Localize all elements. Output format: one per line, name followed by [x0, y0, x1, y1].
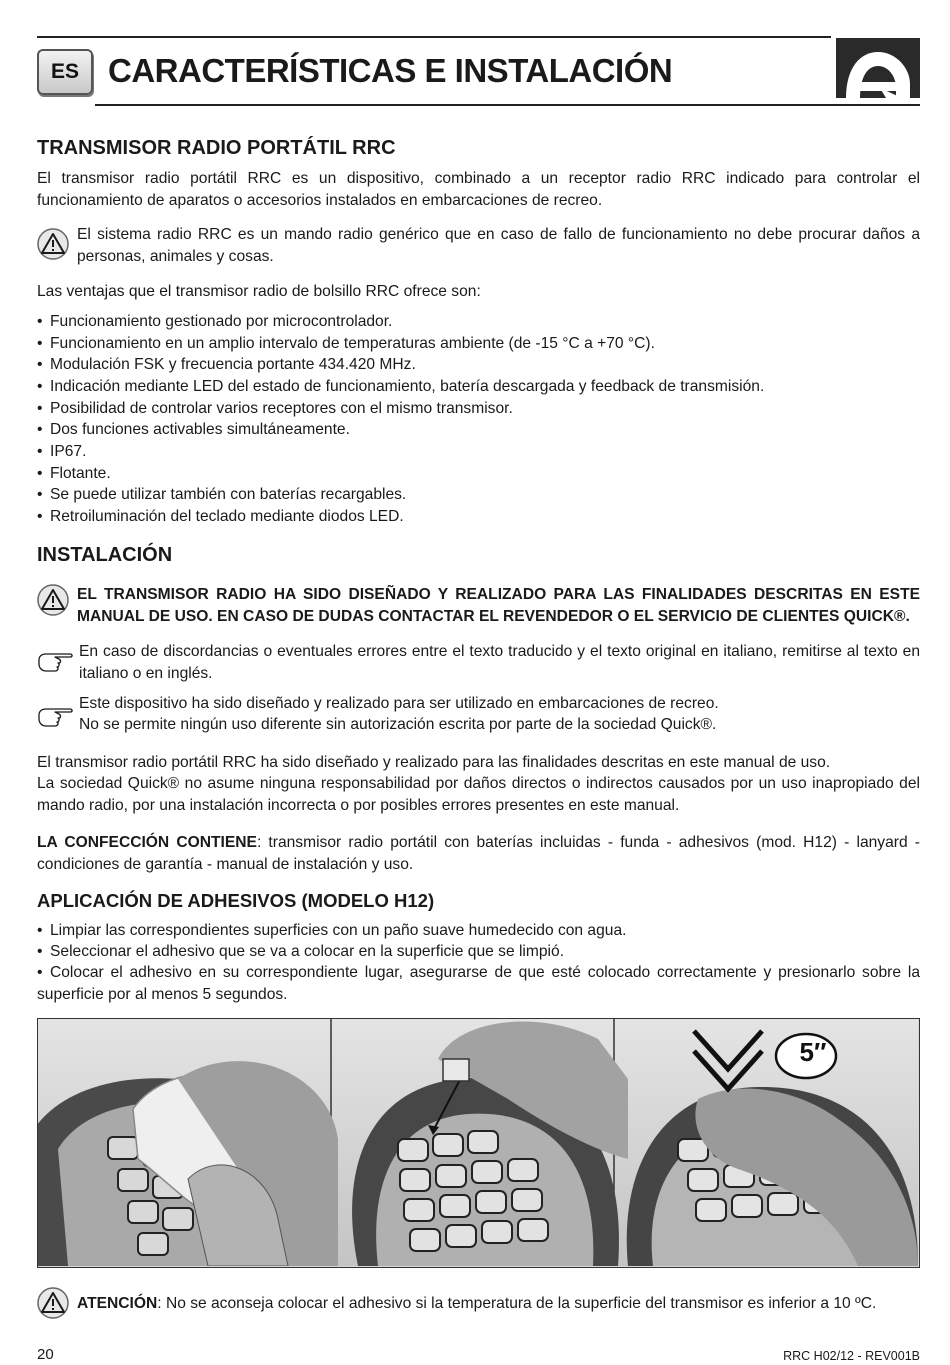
list-item: • Se puede utilizar también con baterías recargables.	[37, 486, 407, 503]
note-translation: En caso de discordancias o eventuales errores entre el texto traducido y el texto original en italiano, remitirse al texto en italiano o en inglés.	[79, 643, 920, 682]
list-item: • Limpiar las correspondientes superficies con un paño suave humedecido con agua.	[37, 922, 627, 939]
package-text: : transmisor radio portátil con baterías incluidas - funda - adhesivos (mod. H12) - lanyard - condiciones de garantía - manual de instalación y uso.	[37, 834, 920, 873]
pointing-hand-icon	[37, 648, 75, 674]
list-item: • Funcionamiento en un amplio intervalo de temperaturas ambiente (de -15 °C a +70 °C).	[37, 335, 655, 352]
page-number: 20	[37, 1346, 54, 1363]
note-usage-line2: No se permite ningún uso diferente sin autorización escrita por parte de la sociedad Quick®.	[79, 716, 717, 733]
list-item: • IP67.	[37, 443, 87, 460]
list-item: • Colocar el adhesivo en su correspondiente lugar, asegurarse de que esté colocado correctamente y presionarlo sobre la superficie por al menos 5 segundos.	[37, 964, 920, 1003]
header-bottom-rule	[95, 104, 920, 106]
attention-note	[77, 1293, 876, 1315]
paragraph-design: El transmisor radio portátil RRC ha sido diseñado y realizado para las finalidades descritas en este manual de uso.	[37, 754, 831, 771]
warning-generic-radio: El sistema radio RRC es un mando radio genérico que en caso de fallo de funcionamiento no debe procurar daños a personas, animales y cosas.	[77, 226, 920, 265]
document-code: RRC H02/12 - REV001B	[783, 1349, 920, 1363]
attention-label: ATENCIÓN	[77, 1295, 158, 1312]
warning-triangle-icon	[37, 228, 69, 260]
list-item: • Posibilidad de controlar varios receptores con el mismo transmisor.	[37, 400, 513, 417]
package-label: LA CONFECCIÓN CONTIENE	[37, 834, 257, 851]
header-top-rule	[37, 36, 831, 38]
panel-clean	[38, 1061, 338, 1266]
warning-triangle-icon	[37, 584, 69, 616]
list-item: • Funcionamiento gestionado por microcontrolador.	[37, 313, 393, 330]
sticker-application-photos	[37, 1018, 920, 1268]
paragraph-liability: La sociedad Quick® no asume ninguna responsabilidad por daños directos o indirectos causados por un uso inapropiado del mando radio, por una instalación incorrecta o por posibles errores presentes en este manual.	[37, 775, 920, 814]
list-item: • Flotante.	[37, 465, 111, 482]
attention-text: : No se aconseja colocar el adhesivo si la temperatura de la superficie del transmisor es inferior a 10 ºC.	[157, 1295, 877, 1312]
list-item: • Seleccionar el adhesivo que se va a colocar en la superficie que se limpió.	[37, 943, 565, 960]
package-contents	[37, 832, 920, 875]
warning-bold-usage: EL TRANSMISOR RADIO HA SIDO DISEÑADO Y REALIZADO PARA LAS FINALIDADES DESCRITAS EN ESTE MANUAL DE USO. EN CASO DE DUDAS CONTACTAR EL REVENDEDOR O EL SERVICIO DE CLIENTES QUICK®.	[77, 586, 920, 625]
press-duration-label: 5″	[799, 1037, 827, 1067]
pointing-hand-icon	[37, 703, 75, 729]
note-usage-line1: Este dispositivo ha sido diseñado y realizado para ser utilizado en embarcaciones de recreo.	[79, 695, 719, 712]
list-item: • Retroiluminación del teclado mediante diodos LED.	[37, 508, 404, 525]
page-title: CARACTERÍSTICAS E INSTALACIÓN	[108, 52, 673, 89]
intro-paragraph: El transmisor radio portátil RRC es un dispositivo, combinado a un receptor radio RRC indicado para controlar el funcionamiento de aparatos o accesorios instalados en embarcaciones de recreo.	[37, 170, 920, 209]
quick-q-logo-icon	[836, 38, 920, 98]
section-heading-instalacion: INSTALACIÓN	[37, 544, 173, 566]
warning-triangle-icon	[37, 1287, 69, 1319]
language-badge: ES	[37, 49, 93, 95]
list-item: • Dos funciones activables simultáneamente.	[37, 421, 350, 438]
list-item: • Indicación mediante LED del estado de funcionamiento, batería descargada y feedback de transmisión.	[37, 378, 765, 395]
advantages-intro: Las ventajas que el transmisor radio de bolsillo RRC ofrece son:	[37, 283, 481, 300]
list-item: • Modulación FSK y frecuencia portante 434.420 MHz.	[37, 356, 416, 373]
section-heading-adhesivos: APLICACIÓN DE ADHESIVOS (MODELO H12)	[37, 890, 435, 911]
section-heading-transmisor: TRANSMISOR RADIO PORTÁTIL RRC	[37, 137, 396, 159]
